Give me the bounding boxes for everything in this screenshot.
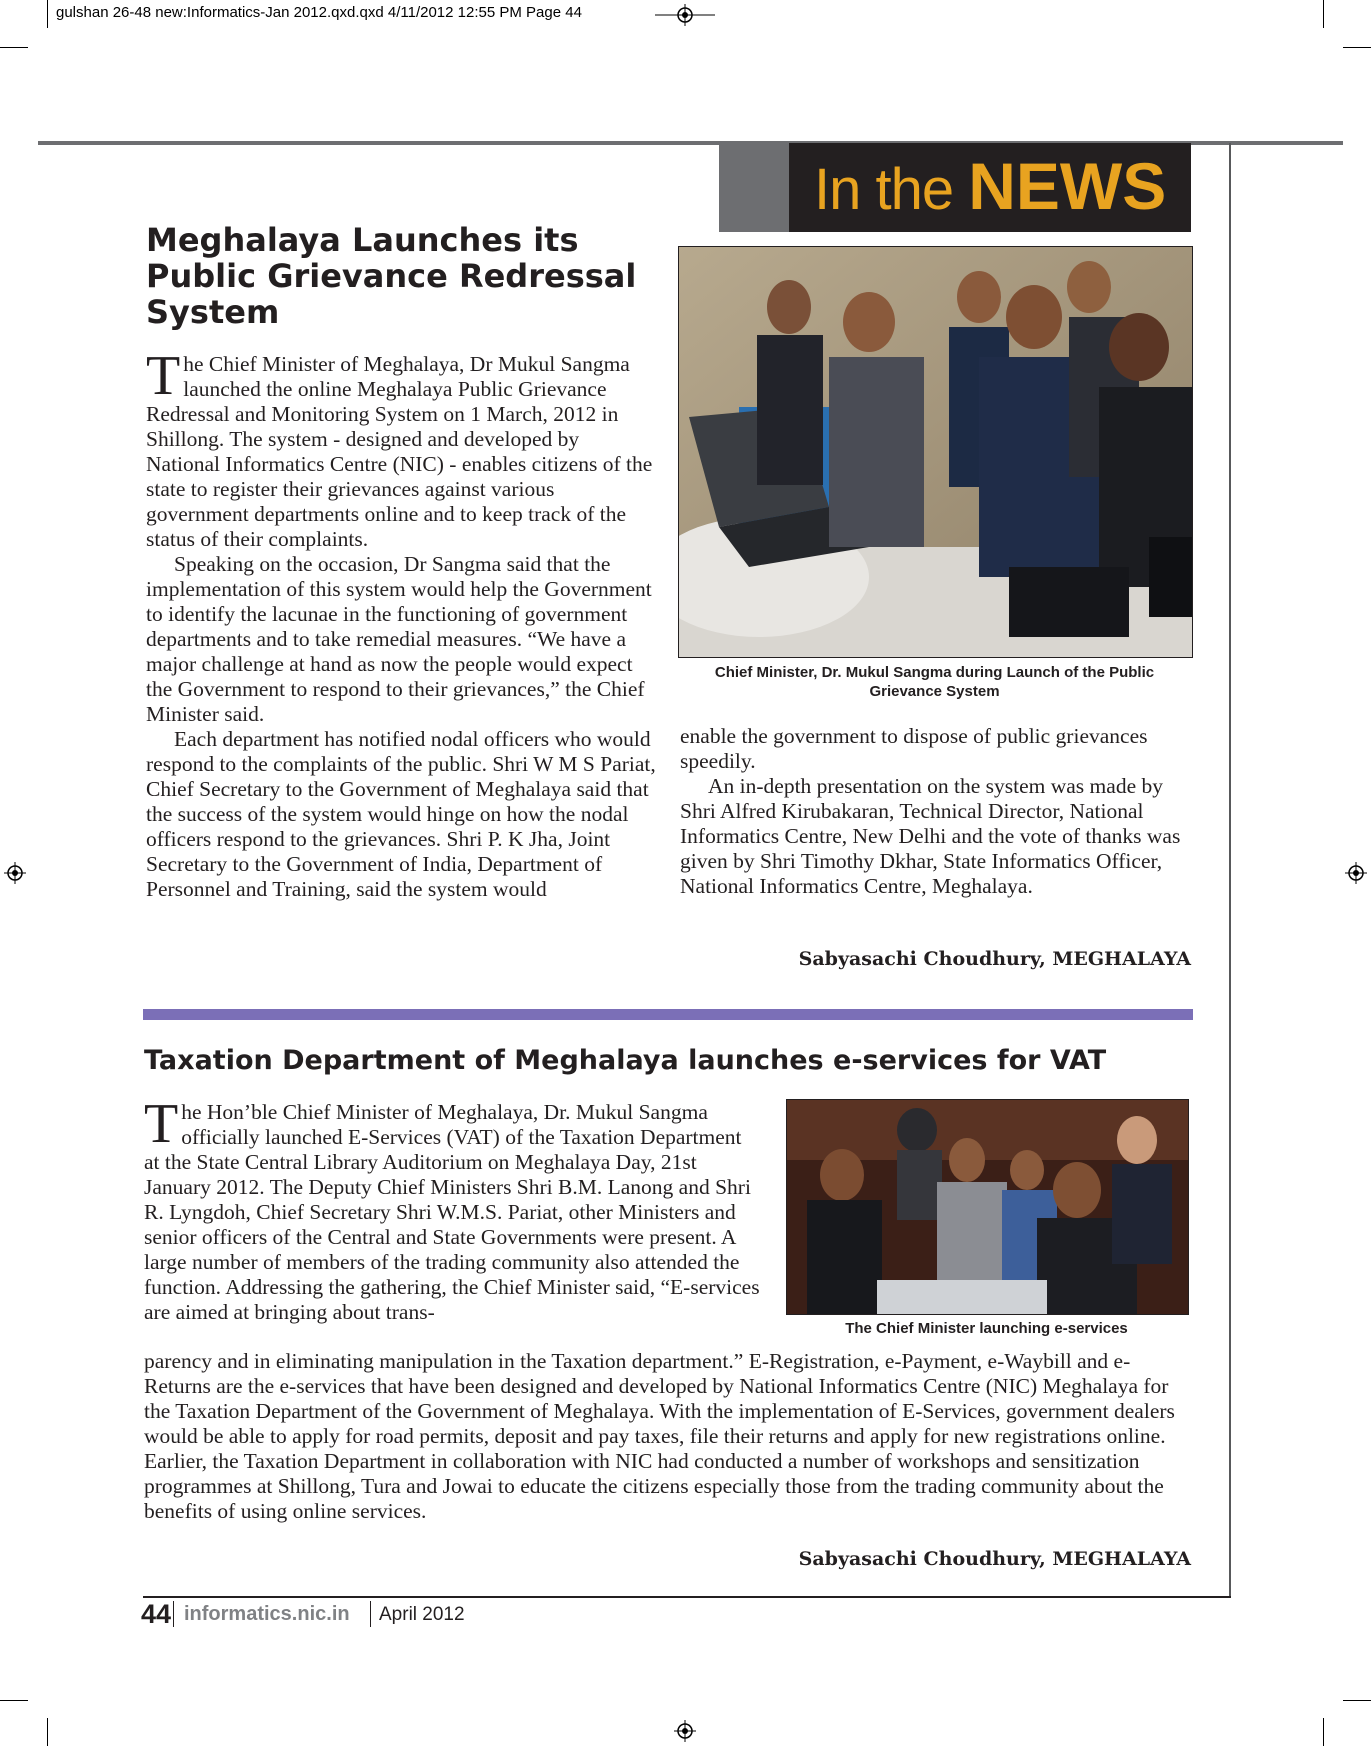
article2-paragraph: he Hon’ble Chief Minister of Meghalaya, Dr. Mukul Sangma officially launched E-Services (VAT) of the Taxation Department at the State Central Library Auditorium on Meghalaya Day, 21st January 2012. The Deputy Chief Ministers Shri B.M. Lanong and Shri R. Lyngdoh, Chief Secretary Shri W.M.S. Pariat, other Ministers and senior officers of the Central and State Governments were present. A large number of members of the trading community also attended the function. Addressing the gathering, the Chief Minister said, “E-services are aimed at bringing about trans- xyxy=(144,1100,760,1324)
slug-line: gulshan 26-48 new:Informatics-Jan 2012.qxd.qxd 4/11/2012 12:55 PM Page 44 xyxy=(56,4,582,21)
article1-right-column xyxy=(680,724,1192,899)
article1-byline: Sabyasachi Choudhury, MEGHALAYA xyxy=(798,948,1191,970)
drop-cap: T xyxy=(144,1093,179,1155)
article1-photo xyxy=(678,246,1193,658)
article2-photo xyxy=(786,1099,1189,1315)
article2-top-column xyxy=(144,1093,760,1325)
article1-paragraph: he Chief Minister of Meghalaya, Dr Mukul Sangma launched the online Meghalaya Public Grievance Redressal and Monitoring System on 1 March, 2012 in Shillong. The system - designed and developed by National Informatics Centre (NIC) - enables citizens of the state to register their grievances against various government departments online and to keep track of the status of their complaints. xyxy=(146,352,653,551)
article1-paragraph: Speaking on the occasion, Dr Sangma said that the implementation of this system would help the Government to identify the lacunae in the functioning of government departments and to take remedial measures. “We have a major challenge at hand as now the people would expect the Government to respond to their grievances,” the Chief Minister said. xyxy=(146,552,652,726)
crop-mark xyxy=(47,0,48,28)
section-header-prefix: In the xyxy=(814,157,969,222)
crop-mark xyxy=(1343,1700,1371,1701)
footer-issue: April 2012 xyxy=(379,1604,465,1625)
page-right-rule xyxy=(1229,143,1231,1596)
article2-byline: Sabyasachi Choudhury, MEGHALAYA xyxy=(798,1548,1191,1570)
footer-separator xyxy=(173,1601,174,1627)
photo-launch-event xyxy=(679,247,1192,657)
crop-mark xyxy=(1323,1718,1324,1746)
header-grey-block xyxy=(719,143,789,232)
article2-headline: Taxation Department of Meghalaya launches e-services for VAT xyxy=(144,1045,1107,1076)
section-divider xyxy=(143,1009,1193,1020)
section-header xyxy=(814,146,1166,230)
crop-mark xyxy=(1323,0,1324,28)
article2-bottom-column xyxy=(144,1349,1194,1524)
crop-mark xyxy=(0,47,28,48)
drop-cap: T xyxy=(146,345,181,407)
section-header-emphasis: NEWS xyxy=(968,149,1167,223)
crop-mark xyxy=(47,1718,48,1746)
registration-mark-icon xyxy=(4,862,26,884)
photo-e-services-launch xyxy=(787,1100,1188,1314)
registration-line xyxy=(655,14,715,16)
footer-separator xyxy=(370,1601,371,1627)
footer-rule xyxy=(143,1596,1231,1598)
crop-mark xyxy=(0,1700,28,1701)
footer-site: informatics.nic.in xyxy=(184,1603,350,1625)
article1-paragraph: Each department has notified nodal officers who would respond to the complaints of the public. Shri W M S Pariat, Chief Secretary to the Government of Meghalaya said that the success of the system would hinge on how the nodal officers respond to the grievances. Shri P. K Jha, Joint Secretary to the Government of India, Department of Personnel and Training, said the system would xyxy=(146,727,656,901)
page-number: 44 xyxy=(141,1599,172,1629)
article1-left-column xyxy=(146,345,656,902)
registration-mark-icon xyxy=(1345,862,1367,884)
article2-photo-caption: The Chief Minister launching e-services xyxy=(845,1320,1128,1337)
article1-photo-caption: Chief Minister, Dr. Mukul Sangma during Launch of the Public Grievance System xyxy=(714,664,1155,700)
article1-paragraph: An in-depth presentation on the system was made by Shri Alfred Kirubakaran, Technical Director, National Informatics Centre, New Delhi and the vote of thanks was given by Shri Timothy Dkhar, State Informatics Officer, National Informatics Centre, Meghalaya. xyxy=(680,774,1181,898)
article1-headline: Meghalaya Launches its Public Grievance Redressal System xyxy=(146,221,637,331)
registration-mark-icon xyxy=(674,1720,696,1742)
article2-paragraph: parency and in eliminating manipulation in the Taxation department.” E-Registration, e-Payment, e-Waybill and e-Returns are the e-services that have been designed and developed by National Informatics Centre (NIC) Meghalaya for the Taxation Department of the Government of Meghalaya. With the implementation of E-Services, government dealers would be able to apply for road permits, deposit and pay taxes, file their returns and apply for new registrations online. Earlier, the Taxation Department in collaboration with NIC had conducted a number of workshops and sensitization programmes at Shillong, Tura and Jowai to educate the citizens especially those from the trading community about the benefits of using online services. xyxy=(144,1349,1175,1523)
crop-mark xyxy=(1343,47,1371,48)
article1-paragraph: enable the government to dispose of public grievances speedily. xyxy=(680,724,1148,773)
